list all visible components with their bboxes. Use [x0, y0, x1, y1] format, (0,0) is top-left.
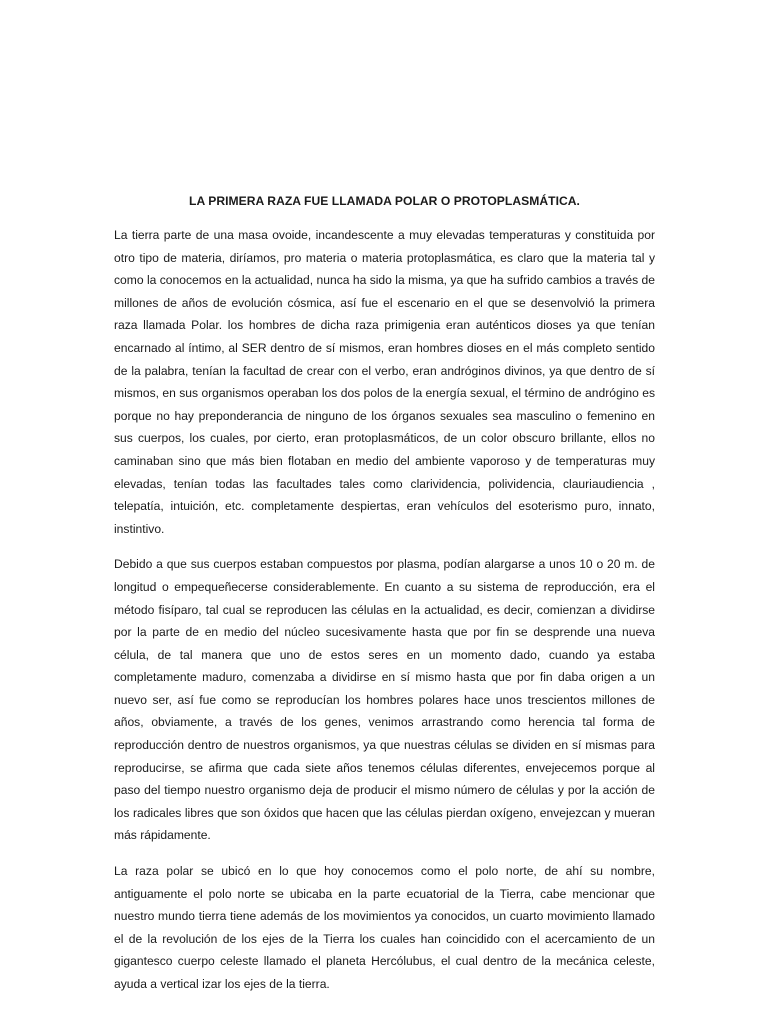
- document-title: LA PRIMERA RAZA FUE LLAMADA POLAR O PROTOPLASMÁTICA.: [189, 194, 580, 208]
- paragraph-north-pole: La raza polar se ubicó en lo que hoy conocemos como el polo norte, de ahí su nombre, antiguamente el polo norte se ubicaba en la parte ecuatorial de la Tierra, cabe mencionar que nuestro mundo tierra tiene además de los movimientos ya conocidos, un cuarto movimiento llamado el de la revolución de los ejes de la Tierra los cuales han coincidido con el acercamiento de un gigantesco cuerpo celeste llamado el planeta Hercólubus, el cual dentro de la mecánica celeste, ayuda a vertical izar los ejes de la tierra.: [114, 864, 655, 991]
- paragraph-polar-race-origin: La tierra parte de una masa ovoide, incandescente a muy elevadas temperaturas y constituida por otro tipo de materia, diríamos, pro materia o materia protoplasmática, es claro que la materia tal y como la conocemos en la actualidad, nunca ha sido la misma, ya que ha sufrido cambios a través de millones de años de evolución cósmica, así fue el escenario en el que se desenvolvió la primera raza llamada Polar. los hombres de dicha raza primigenia eran auténticos dioses ya que tenían encarnado al íntimo, al SER dentro de sí mismos, eran hombres dioses en el más completo sentido de la palabra, tenían la facultad de crear con el verbo, eran andróginos divinos, ya que dentro de sí mismos, en sus organismos operaban los dos polos de la energía sexual, el término de andrógino es porque no hay preponderancia de ninguno de los órganos sexuales sea masculino o femenino en sus cuerpos, los cuales, por cierto, eran protoplasmáticos, de un color obscuro brillante, ellos no caminaban sino que más bien flotaban en medio del ambiente vaporoso y de temperaturas muy elevadas, tenían todas las facultades tales como clarividencia, polividencia, clauriaudiencia , telepatía, intuición, etc. completamente despiertas, eran vehículos del esoterismo puro, innato, instintivo.: [114, 228, 655, 536]
- paragraph-reproduction: Debido a que sus cuerpos estaban compuestos por plasma, podían alargarse a unos 10 o 20 m. de longitud o empequeñecerse considerablemente. En cuanto a su sistema de reproducción, era el método fisíparo, tal cual se reproducen las células en la actualidad, es decir, comienzan a dividirse por la parte de en medio del núcleo sucesivamente hasta que por fin se desprende una nueva célula, de tal manera que uno de estos seres en un momento dado, cuando ya estaba completamente maduro, comenzaba a dividirse en sí mismo hasta que por fin daba origen a un nuevo ser, así fue como se reproducían los hombres polares hace unos trescientos millones de años, obviamente, a través de los genes, venimos arrastrando como herencia tal forma de reproducción dentro de nuestros organismos, ya que nuestras células se dividen en sí mismas para reproducirse, se afirma que cada siete años tenemos células diferentes, envejecemos porque al paso del tiempo nuestro organismo deja de producir el mismo número de células y por la acción de los radicales libres que son óxidos que hacen que las células pierdan oxígeno, envejezcan y mueran más rápidamente.: [114, 557, 655, 843]
- document-body: [114, 191, 655, 1009]
